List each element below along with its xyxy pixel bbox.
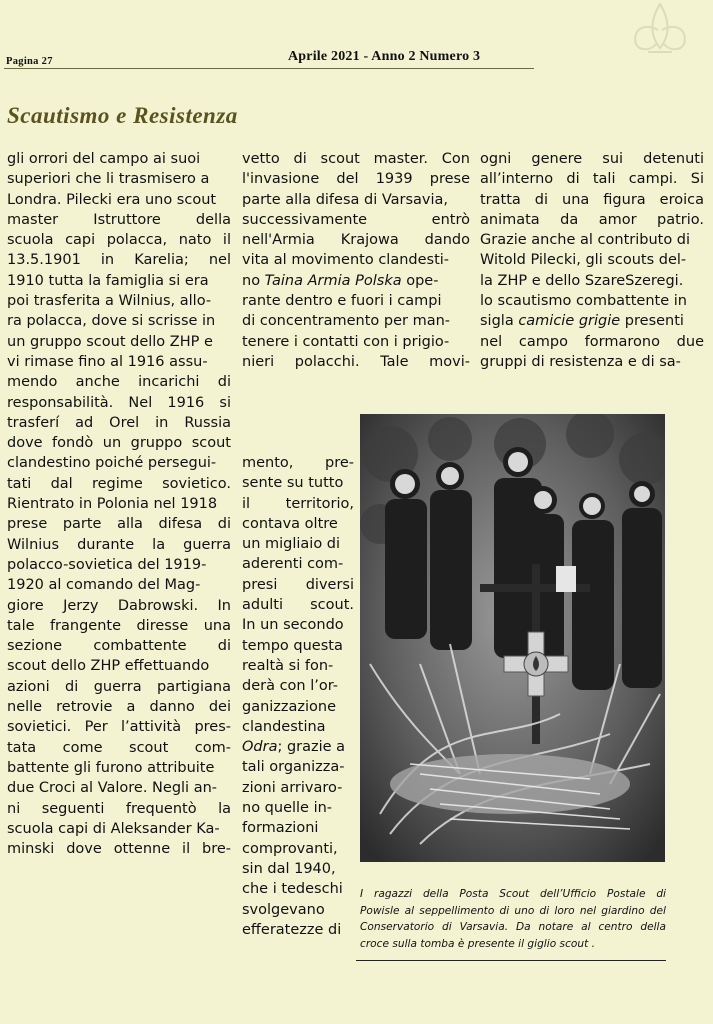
text-line: tratta di una figura eroica (480, 191, 704, 208)
text-line: formazioni (242, 820, 319, 837)
text-line: all’interno di tali campi. Si (480, 171, 704, 188)
text-line: mendo anche incarichi di (7, 374, 231, 391)
text-line: tenere i contatti con i prigio- (242, 333, 450, 350)
text-line: un gruppo scout dello ZHP e (7, 333, 213, 350)
text-line: scuola capi di Aleksander Ka- (7, 820, 220, 837)
text-line: responsabilità. Nel 1916 si (7, 394, 231, 411)
text-line: superiori che li trasmisero a (7, 171, 210, 188)
text-column-2-narrow (242, 453, 354, 940)
text-line: sente su tutto (242, 475, 344, 492)
text-line: gli orrori del campo ai suoi (7, 151, 201, 167)
text-line: nieri polacchi. Tale movi- (242, 353, 470, 370)
text-line: mento, pre- (242, 455, 354, 471)
text-line: azioni di guerra partigiana (7, 678, 231, 695)
text-line: nel campo formarono due (480, 333, 704, 350)
text-line: minski dove ottenne il bre- (7, 841, 231, 858)
text-line: la ZHP e dello SzareSzeregi. (480, 272, 684, 289)
text-line: successivamente entrò (242, 211, 470, 228)
text-line: che i tedeschi (242, 881, 343, 898)
text-line: poi trasferita a Wilnius, allo- (7, 293, 212, 310)
caption-rule (356, 960, 666, 961)
text-line: clandestino poiché persegui- (7, 455, 217, 472)
text-line: sin dal 1940, (242, 860, 336, 877)
text-line: zioni arrivaro- (242, 779, 343, 796)
text-line-end: ope- (401, 272, 439, 289)
text-line-start: sigla (480, 313, 519, 330)
text-line: tale frangente diresse una (7, 617, 231, 634)
text-line-end: presenti (620, 313, 684, 330)
text-line: Grazie anche al contributo di (480, 232, 691, 249)
text-line: nell'Armia Krajowa dando (242, 232, 470, 249)
photo-caption (360, 886, 666, 952)
text-line: ogni genere sui detenuti (480, 151, 704, 167)
text-line: due Croci al Valore. Negli an- (7, 780, 218, 797)
text-line: no quelle in- (242, 800, 333, 817)
text-line: tali organizza- (242, 759, 345, 776)
text-line: sezione combattente di (7, 638, 231, 655)
text-line: tata come scout com- (7, 739, 231, 756)
text-line: aderenti com- (242, 556, 344, 573)
text-line: contava oltre (242, 515, 338, 532)
issue-info: Aprile 2021 - Anno 2 Numero 3 (288, 49, 481, 64)
text-line: clandestina (242, 718, 326, 735)
text-line: parte alla difesa di Varsavia, (242, 191, 449, 208)
text-line: battente gli furono attribuite (7, 759, 215, 776)
text-line: presi diversi (242, 576, 354, 593)
text-line: ganizzazione (242, 698, 337, 715)
text-line: sovietici. Per l’attività pres- (7, 719, 231, 736)
text-line: giore Jerzy Dabrowski. In (7, 597, 231, 614)
text-line: 1920 al comando del Mag- (7, 577, 201, 594)
text-column-2 (242, 149, 470, 372)
text-line: efferatezze di (242, 921, 342, 938)
text-line: Witold Pilecki, gli scouts del- (480, 252, 687, 269)
text-line: vetto di scout master. Con (242, 151, 470, 167)
header-rule (4, 68, 534, 69)
text-line-start: no (242, 272, 265, 289)
caption-line: croce sulla tomba è presente il giglio scout . (360, 937, 595, 950)
section-title: Scautismo e Resistenza (7, 103, 238, 128)
text-line: l'invasione del 1939 prese (242, 171, 470, 188)
taina-armia-polska: Taina Armia Polska (264, 272, 402, 289)
text-line: comprovanti, (242, 840, 338, 857)
text-line: svolgevano (242, 901, 325, 918)
text-line (480, 311, 704, 331)
text-line: ni seguenti frequentò la (7, 800, 231, 817)
text-line: il territorio, (242, 495, 354, 512)
text-line: ra polacca, dove si scrisse in (7, 313, 216, 330)
text-line (242, 737, 354, 757)
text-line: realtà si fon- (242, 657, 334, 674)
text-line: Rientrato in Polonia nel 1918 (7, 496, 218, 513)
text-line: vita al movimento clandesti- (242, 252, 450, 269)
camicie-grigie: camicie grigie (518, 313, 621, 330)
text-line (242, 271, 470, 291)
text-line: prese parte alla difesa di (7, 516, 231, 533)
text-line: di concentramento per man- (242, 313, 451, 330)
historical-photo (360, 414, 665, 862)
text-line: master Istruttore della (7, 211, 231, 228)
text-line: rante dentro e fuori i campi (242, 293, 442, 310)
text-line: gruppi di resistenza e di sa- (480, 353, 681, 370)
text-line: Wilnius durante la guerra (7, 536, 231, 553)
text-column-1 (7, 149, 231, 859)
text-column-3 (480, 149, 704, 372)
page-number: Pagina 27 (6, 56, 53, 67)
text-line: nelle retrovie a danno dei (7, 699, 231, 716)
fleur-de-lis-watermark-icon (620, 0, 700, 66)
text-line: tempo questa (242, 637, 343, 654)
photo-scouts-burial (360, 414, 665, 862)
text-line: tati dal regime sovietico. (7, 475, 231, 492)
text-line: derà con l’or- (242, 678, 338, 695)
text-line: scuola capi polacca, nato il (7, 232, 231, 249)
text-line: trasferí ad Orel in Russia (7, 414, 231, 431)
text-line: 1910 tutta la famiglia si era (7, 272, 209, 289)
caption-line: Powisle al seppellimento di uno di loro nel giardino del (360, 904, 666, 917)
text-line: un migliaio di (242, 536, 341, 553)
text-line: In un secondo (242, 617, 344, 634)
text-line: animata da amor patrio. (480, 211, 704, 228)
text-line: Londra. Pilecki era uno scout (7, 191, 217, 208)
odra: Odra (242, 739, 278, 756)
text-line: lo scautismo combattente in (480, 293, 687, 310)
text-line: polacco-sovietica del 1919- (7, 556, 207, 573)
text-line: adulti scout. (242, 597, 354, 614)
text-line: 13.5.1901 in Karelia; nel (7, 252, 231, 269)
text-line-end: ; grazie a (277, 739, 346, 756)
text-line: dove fondò un gruppo scout (7, 435, 231, 452)
text-line: scout dello ZHP effettuando (7, 658, 210, 675)
caption-line: I ragazzi della Posta Scout dell’Ufficio Postale di (360, 888, 666, 900)
caption-line: Conservatorio di Varsavia. Da notare al centro della (360, 921, 666, 933)
text-line: vi rimase fino al 1916 assu- (7, 353, 208, 370)
